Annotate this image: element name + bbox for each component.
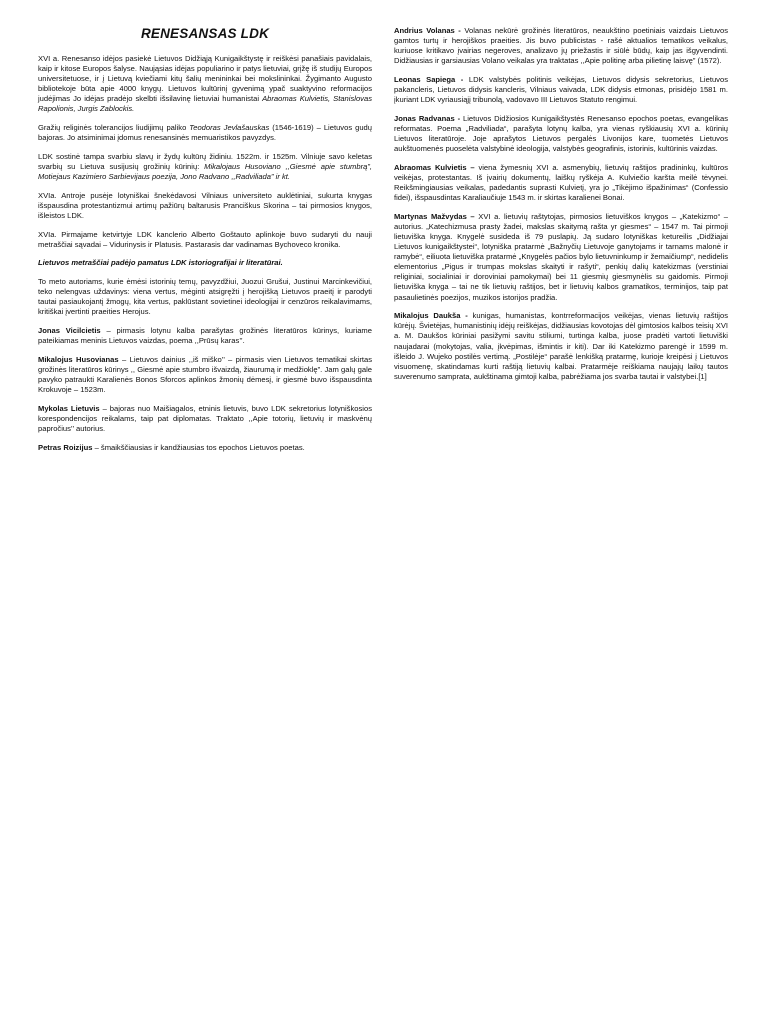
paragraph-text: Gražių religinės tolerancijos liudijimų paliko xyxy=(38,123,190,133)
paragraph xyxy=(38,443,372,453)
right-column xyxy=(394,26,728,390)
paragraph-heading: Mikalojus Husovianas xyxy=(38,354,119,364)
paragraph-text: XVI a. Renesanso idėjos pasiekė Lietuvos Didžiąją Kunigaikštystę ir reiškėsi panašiais pavidalais, kaip ir kitose Europos šalyse. Naująsias idėjas populiarino ir patys lietuviai, grįžę iš studijų Europos universitetuose, ir į Lietuvą kviečiami kitų šalių menininkai bei mokslininkai. Žygimanto Augusto bibliotekoje būta apie 4000 knygų. Lietuvos kultūrinį gyvenimą ypač suaktyvino reformacijos judėjimas Jo idėjas pradėjo skelbti išsilavinę lietuviai humanistai xyxy=(38,54,372,104)
paragraph-text: XVIa. Antroje pusėje lotyniškai šnekėdavosi Vilniaus universiteto auklėtiniai, sukurta knygas išspausdina protestantizmui artimų pažiūrų baltarusis Pranciškus Skorina – tai pirmosios knygos, išleistos LDK. xyxy=(38,190,372,220)
paragraph xyxy=(38,258,372,268)
paragraph-text: – šmaikščiausias ir kandžiausias tos epochos Lietuvos poetas. xyxy=(92,442,305,452)
paragraph-heading: Martynas Mažvydas – xyxy=(394,211,475,221)
paragraph-text: LDK valstybės politinis veikėjas, Lietuvos didysis sekretorius, Lietuvos pakancleris, Lietuvos didysis kancleris, Vilniaus vaivada, LDK didysis etmonas, prisidėjo 1581 m. įkuriant LDK vyriausiąjį tribunolą, vadovavo III Lietuvos Statuto rengimui. xyxy=(394,74,728,105)
paragraph xyxy=(394,311,728,382)
paragraph-text: LDK sostinė tampa svarbiu slavų ir žydų kultūrų židiniu. 1522m. ir 1525m. Vilniuje savo keletas svarbių su Lietuva susijusių grožinių kūrinių: xyxy=(38,151,372,172)
paragraph xyxy=(394,163,728,203)
paragraph-text: – Lietuvos dainius ,,iš miško’’ – pirmasis vien Lietuvos tematikai skirtas grožinės literatūros kūrinys ,, Giesmė apie stumbro išvaizdą, žiaurumą ir medžioklę”. Jam galų gale pavyko patraukti Karalienės Bonos Sforcos aplinkos žmonių dėmesį, ir giesmė buvo išspausdinta Krokuvoje – 1523m. xyxy=(38,354,372,395)
paragraph-text: – pirmasis lotynu kalba parašytas grožinės literatūros kūrinys, kuriame pateikiamas meninis Lietuvos vaizdas, poema ,,Prūsų karas’’. xyxy=(38,326,372,346)
paragraph xyxy=(38,54,372,115)
paragraph-text: To meto autoriams, kurie ėmėsi istorinių temų, pavyzdžiui, Juozui Grušui, Justinui Marcinkevičiui, teko nelengvas uždavinys: viena vertus, mėginti atsigręžti į herojišką Lietuvos praeitį ir parodyti tautai pasiaukojantį žmogų, kita vertus, paklūstant sovietinei ideologijai ir cenzūros reikalavimams, kritiškai įvertinti praeities Herojus. xyxy=(38,277,372,317)
paragraph-text: Teodoras Jevlašauskas xyxy=(189,123,270,133)
paragraph-heading: Mikalojus Daukša - xyxy=(394,311,468,321)
left-column xyxy=(38,26,372,461)
paragraph-heading: Jonas Vicilcietis xyxy=(38,326,101,336)
paragraph-heading: Andrius Volanas - xyxy=(394,26,461,35)
paragraph xyxy=(38,326,372,346)
paragraph xyxy=(38,404,372,434)
paragraph-text: viena žymesnių XVI a. asmenybių, lietuvių raštijos pradininkų, kultūros veikėjas, protestantas. Iš įvairių dokumentų, laiškų ryškėja A. Kulviečio karšta meilė tėvynei. Reikšmingiausias veikalas, padedantis suprasti Kulvietį, yra jo „Tikėjimo išpažinimas“ (Confessio fidei), išspausdintas Karaliaučiuje 1543 m. ir skirtas karalienei Bonai. xyxy=(394,162,728,203)
paragraph-text: XVI a. lietuvių raštytojas, pirmosios lietuviškos knygos – „Katekizmo“ – autorius. „Katechizmusa prasty žadei, makslas skaitymą rašta yr giesmes“ – 1547 m. Tai pirmoji lietuviška knyga. Knygelė susideda iš 79 puslapių. Ją sudaro lotyniškas ketureilis „Didžiajai Lietuvos kunigaikštystei“, lotyniška pratarmė „Bažnyčių Lietuvoje ganytojams ir tarnams malonė ir ramybė“, eiliuota lietuviška pratarmė „Knygelės pačios bylo lietuvninkump ir žemaičiump“, nedidelis elementorius „Pigus ir trumpas mokslas skaityti ir rašyti“, penkių dalių katekizmas (verstiniai religiniai, socialiniai ir doroviniai pamokymai) bei 11 giesmių giesmynėlis su gaidomis. Pirmoji lietuviška knyga – tai ne tik lietuvių raštijos, bet ir lietuvių kalbos gramatikos, terminijos, taip pat pasaulietinės poezijos, muzikos istorijos pradžia. xyxy=(394,211,729,302)
paragraph xyxy=(394,26,728,66)
paragraph xyxy=(394,212,728,303)
paragraph xyxy=(394,75,728,105)
paragraph xyxy=(394,114,728,154)
right-column-body xyxy=(394,26,728,382)
paragraph-text: Mikalojaus Husoviano ,,Giesmė apie stumbrą”, Motiejaus Kazimiero Sarbievijaus poezija, Jono Radvano ,,Radviliada” ir kt. xyxy=(38,162,372,182)
paragraph xyxy=(38,152,372,182)
paragraph-text: (1546-1619) – Lietuvos gudų bajoras. Jo atsiminimai įdomus renesansinės memuaristikos pavyzdys. xyxy=(38,123,373,143)
paragraph-text: Lietuvos metraščiai padėjo pamatus LDK istoriografijai ir literatūrai. xyxy=(38,258,283,268)
left-column-body xyxy=(38,54,372,453)
paragraph-heading: Mykolas Lietuvis xyxy=(38,403,100,413)
paragraph xyxy=(38,230,372,250)
paragraph xyxy=(38,277,372,317)
paragraph-text: Abraomas Kulvietis, Stanislovas Rapolionis, Jurgis Zablockis. xyxy=(38,94,372,114)
paragraph-heading: Petras Roizijus xyxy=(38,442,93,452)
paragraph-heading: Leonas Sapiega - xyxy=(394,74,464,84)
paragraph-text: XVIa. Pirmajame ketvirtyje LDK kanclerio Alberto Goštauto aplinkoje buvo sudaryti du nauji metraščiai sąvadai – Vidurinysis ir Platusis. Pastarasis dar vadinamas Bychoveco kronika. xyxy=(38,229,372,249)
paragraph xyxy=(38,355,372,395)
paragraph-text: Volanas nekūrė grožinės literatūros, neaukštino poetiniais vaizdais Lietuvos gamtos turtų ir herojiškos praeities. Jis buvo publicistas - rašė aktualios tematikos veikalus, kuriuose kritikavo įvairias negeroves, analizavo jų priežastis ir siūlė būdų, kaip jas išgyvendinti. Didžiausias ir garsiausias Volano veikalas yra traktatas ,,Apie politinę arba pilietinę laisvę” (1572). xyxy=(394,26,729,66)
paragraph-heading: Jonas Radvanas - xyxy=(394,113,461,123)
paragraph xyxy=(38,123,372,143)
page-title: RENESANSAS LDK xyxy=(140,26,270,41)
paragraph xyxy=(38,191,372,221)
paragraph-text: – bajoras nuo Maišiagalos, etninis lietuvis, buvo LDK sekretorius lotyniškosios korespondencijos reikalams, taip pat diplomatas. Traktato ,,Apie totorių, lietuvių ir maskvėnų papročius’’ autorius. xyxy=(38,403,372,434)
paragraph-heading: Abraomas Kulvietis – xyxy=(394,162,475,172)
paragraph-text: Lietuvos Didžiosios Kunigaikštystės Renesanso epochos poetas, evangelikas reformatas. Poema „Radviliada“, parašyta lotynų kalba, yra vienas ryškiausių XVI a. kūrinių Lietuvos literatūroje. Joje aprašytos Lietuvos pergalės Livonijos kare, tuometės Lietuvos aukštuomenės puoselėta valstybinė ideologija, valstybės geografinis, istorinis, kultūrinis vaizdas. xyxy=(394,113,729,154)
paragraph-text: kunigas, humanistas, kontrreformacijos veikėjas, vienas lietuvių raštijos kūrėjų. Švietėjas, humanistinių idėjų reiškėjas, didžiausias kovotojas dėl gimtosios kalbos teisių XVI a. M. Daukšos kūriniai pasižymi savitu stiliumi, turtinga kalba, juose pradėti vartoti lietuviški naujadarai (mokytojas, valia, įkvėpimas, išmintis ir kiti). Dar iki Katekizmo parengė ir 1599 m. išleido J. Wujeko postilės vertimą. „Postilėje“ parašė lenkišką pratarmę, kurioje kreipėsi į Lietuvos visuomenę, skatindamas kurti raštiją lietuvių kalbai. Pratarmėje reiškiama naujajų laikų tautos suverenumo samprata, aukštinama gimtoji kalba, pabrėžiama jos svarba tautai ir valstybei.[1] xyxy=(394,311,728,381)
